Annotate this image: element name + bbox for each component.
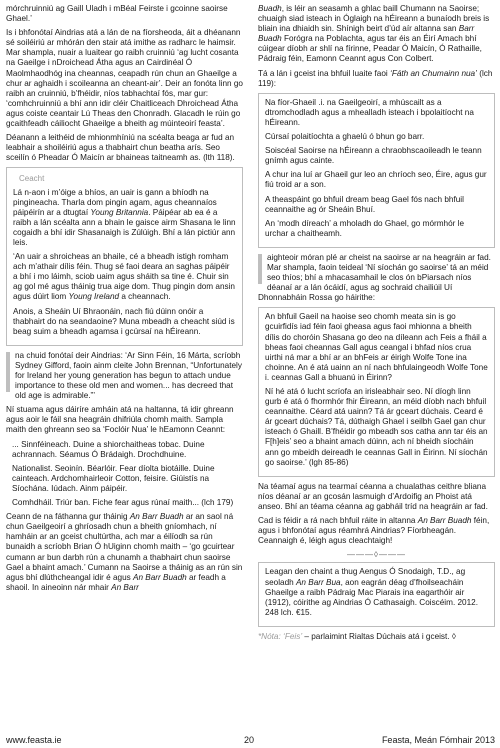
book-details: Leagan den chaint a thug Aengus Ó Snodaigh, T.D., ag seoladh An Barr Bua, aon eagrán déag d’fhoilseacháin Ghaeilge a raibh Pádraig Mac Piarais ina eagarthóir air (1912), cóirithe ag Aindrias Ó Cathasaigh. Coiscéim. 2012. 248 lch. €15. (265, 567, 478, 617)
issue-info: Feasta, Meán Fómhair 2013 (381, 735, 495, 745)
paragraph: Cad is féidir a rá nach bhfuil ráite in altanna An Barr Buadh féin, agus i bhfonótaí agus réamhrá Aindrias? Fíorbheagán. Ceannaigh é, léigh agus cleachtaigh! (258, 516, 490, 546)
page-footer (6, 735, 495, 747)
drop-bar-decoration (6, 352, 10, 392)
paragraph-dropbar: aighteoir móran plé ar cheist na saoirse ar na heagráin ar fad. Mar shampla, faoin teideal ‘Ní síochán go saoirse’ tá an méid seo thíos; bhí a mhacasamhail le clos ón bPiarsach níos déanaí ar a lán ócáidí, agus ag sochraid chailiúil Uí Dhonnabháin Rossa go háirithe: (258, 252, 491, 303)
box-paragraph: Soiscéal Saoirse na hÉireann a chraobhscaoileadh le teann gnímh agus cainte. (265, 146, 482, 166)
box-paragraph: A theaspáint go bhfuil dream beag Gael fós nach bhfuil ceannaithe ag ór Sheáin Bhuí. (265, 194, 464, 214)
box-paragraph: An ‘modh díreach’ a mholadh do Ghael, go mórmhór le urchar a chaitheamh. (265, 218, 465, 238)
website-link[interactable]: www.feasta.ie (6, 735, 62, 745)
box-paragraph: An bhfuil Gaeil na haoise seo chomh meata sin is go gcuirfidís iad féin faoi gheasa agus faoi mhionna a bheith dílis do choróin Shasana go deo na díleann ach Feis a fháil a bheas faoi cheannas Gall agus ceangal i bhfad níos crua uirthi ná mar a bhí ar an bhFeis ar éirigh Wolfe Tone ina choinne. An é atá uainn an ní nach bhfulaingeodh Wolfe Tone i. ceannas Gall a bhuanú in Éirinn? (265, 312, 488, 382)
left-column (6, 4, 243, 597)
box-paragraph: Lá n-aon i m’óige a bhíos, an uair is gann a bhíodh na pingineacha. Tharla dom pingin agam, agus cheannaíos páipéirín ar a dtugtaí Young Britannia. Páipéar ab ea é a raibh a lán scéalta ann a bhain le gaisce airm Shasana le linn cogaidh a bhí idir Shasanaigh is Zúlúigh. Bhí a lán pictiúr ann leis. (13, 187, 236, 247)
quote-line: Comhdháil. Triúr ban. Fiche fear agus rúnaí maith... (lch 179) (12, 498, 234, 508)
book-details-box (258, 562, 495, 626)
paragraph: Tá a lán i gceist ina bhfuil luaite faoi ‘Fáth an Chumainn nua’ (lch 119): (258, 68, 493, 88)
right-column (258, 4, 495, 646)
footnote: *Nóta: ‘Feis’ – parlaimint Rialtas Dúchais atá i gceist. ◊ (258, 631, 456, 641)
quote-line: Nationalist. Seoinín. Béarlóir. Fear díolta biotáille. Duine cainteach. Ardchomhairleoir Cotton, feisire. Giúistís na Síochána. Iúdach. Ainm páipéir. (12, 463, 215, 493)
quote-box-ceacht (6, 167, 243, 345)
paragraph: Buadh, is léir an seasamh a ghlac baill Chumann na Saoirse; chuaigh siad isteach in Óglaigh na hÉireann a bunaíodh breis is bliain ina dhiaidh sin. Shínigh beirt d’úd aír altanna san Barr Buadh Forógra na Poblachta, agus tar éis an Éirí Amach bhí cúigear díobh ar shlí na fírinne, Peadar Ó Maicín, Ó Rathaille, Pádraig féin, Eamonn Ceannt agus Con Colbert. (258, 4, 490, 64)
page-number: 20 (244, 735, 255, 745)
paragraph: Is i bhfonótaí Aindrias atá a lán de na fíorsheoda, áit a dhéanann sé soiléiriú ar mhórán den stair atá imithe as radharc le haimsir. Mar shampla, nuair a luaitear go raibh cruinniú ‘ag lucht cosanta na Gaeilge i nDroichead Átha agus an Cairdinéal Ó Maolmhaodhóg ina cheannas, ceapadh rún chun an Ghaeilge a chur ar aghaidh i scoileanna an cheant-air’. Deir an fonóta linn go raibh an cruinniú, b’fhéidir, níos tabhachtaí fós, mar gur: ‘comhchruinniú a bhí ann idir cléir Chaitliceach Dhroichead Átha agus coiste ceantair Lú Theas den Chonradh. Glacadh le rúin go gcaithfeadh cáiliocht Ghaeilge a bheith ag múinteoirí feasta’. (6, 28, 243, 129)
box-paragraph: Anois, a Sheáin Uí Bhraonáin, nach fiú dúinn onóir a thabhairt do na seandaoine? Muna mbeadh a cheacht siúd is beag suim a bheadh agamsa i gcúrsaí na hÉireann. (13, 306, 235, 336)
paragraph: Na téamaí agus na tearmaí céanna a chualathas ceithre bliana níos déanaí ar an gcosán lasmuigh d’Ardoifig an Phoist atá anseo. Bhí an téama céanna ag gabháil tríd na heagráin ar fad. (258, 481, 488, 511)
quote-box-aims (258, 93, 495, 248)
section-divider: ———◊——— (347, 550, 406, 560)
quote-block (6, 440, 243, 509)
quote-line: ... Sinnféineach. Duine a shiorchaitheas tobac. Duine achrannach. Séamus Ó Brádaigh. Drochdhuine. (12, 439, 205, 459)
box-paragraph: Ní hé atá ó lucht scríofa an irisleabhair seo. Ní díogh linn gurb é atá ó fhormhór fhir Éireann, an méid díobh nach bhfuil ceannaithe. Céard atá uainn? Tá ár gceart dúchais. Ceard é ár gceart dúchais? Tá, dúthaigh Ghael i seilbh Gael gan chur isteach ó Ghaill. B’fhéidir go mbeadh sos catha ann tar éis an F[h]eis’ seo a bhaint amach dúinn, ach ní bheidh síocháin ann go mbeidh deireadh le ceannas Gall in Éirinn. Ní síochán go saoirse.’ (lgh 85-86) (265, 387, 488, 467)
quote-box-siochain (258, 307, 495, 476)
paragraph: Déanann a leithéid de mhionmhíniú na scéalta beaga ar fud an leabhair a shoiléiriú agus a thabhairt chun beatha arís. Seo sceilín ó Pheadar Ó Maicín ar bhaineas taitneamh as. (lth 118). (6, 133, 235, 163)
box-paragraph: Na fíor-Ghaeil .i. na Gaeilgeoirí, a mhúscailt as a dtromchodladh agus a mhealladh isteach i bpolaitíocht na hÉireann. (265, 97, 474, 127)
box-label: Ceacht (19, 174, 45, 184)
paragraph: Ní stuama agus dáiríre amháin atá na haltanna, tá idir ghreann agus aoir le fáil sna heagráin dhifriúla chomh maith. Sampla maith den ghreann seo sa ‘Foclóir Nua’ le hEamonn Ceannt: (6, 405, 234, 435)
drop-bar-decoration (258, 254, 262, 284)
paragraph-dropbar: na chuid fonótaí deir Aindrias: ‘Ar Sinn Féin, 16 Márta, scríobh Sydney Gifford, faoin ainm cleite John Brennan, “Unfortunately for Ireland her young generation has begun to attach undue importance to these old men and women... has decreed that old age is admirable.”’ (6, 351, 243, 401)
paragraph: mórchruinniú ag Gaill Uladh i mBéal Feirste i gcoinne saoirse Ghael.’ (6, 4, 228, 24)
box-paragraph: A chur ina luí ar Ghaeil gur leo an chríoch seo, Éire, agus gur fiú troid ar a son. (265, 170, 487, 190)
box-paragraph: ‘An uair a shroicheas an bhaile, cé a bheadh istigh romham ach m’athair dílis féin. Thug sé faoi deara an saghas páipéir a bhí i mo láimh, sciob uaim agus sháith sa tine é. Chuir sin ag gol mé agus tháinig trua aige dom. Thug pingin dom ansin agus dúirt liom Young Ireland a cheannach. (13, 252, 235, 302)
paragraph: Ceann de na fáthanna gur tháinig An Barr Buadh ar an saol ná chun Gaeilgeoirí a ghríosadh chun a bheith gníomhach, ní hamháin ar an gceist chultúrtha, ach mar a éilíodh sa rún bunaidh a scríobh Brian Ó hUiginn chomh maith – ‘go gcuirtear cumann ar bun darbh rún a chunamh a thabhairt chun saoirse Gael a bhaint amach.’ Cumann na Saoirse a tháinig as an rún sin agus bhí dlúthcheangal idir é agus An Barr Buadh ar feadh a shaoil. In aineoinn nár mhair An Barr (6, 512, 243, 592)
box-paragraph: Cúrsaí polaitíochta a ghaelú ó bhun go barr. (265, 132, 425, 142)
